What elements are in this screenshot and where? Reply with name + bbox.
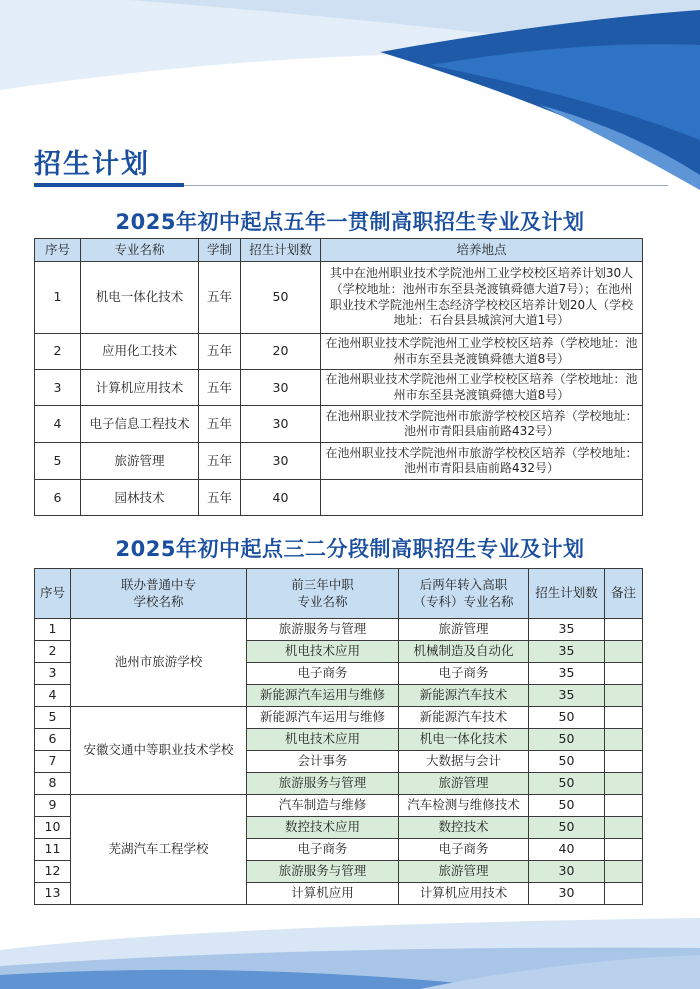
- row-no: 1: [35, 262, 81, 334]
- row-no: 6: [35, 480, 81, 516]
- header-line: （专科）专业名称: [413, 593, 514, 609]
- row-plan: 30: [241, 406, 321, 443]
- col-header-school: [71, 569, 247, 619]
- row-no: 4: [35, 406, 81, 443]
- row-post-major: 旅游管理: [399, 773, 529, 795]
- row-no: 9: [35, 795, 71, 817]
- col-header-pre-major: [247, 569, 399, 619]
- row-pre-major: 汽车制造与维修: [247, 795, 399, 817]
- row-no: 10: [35, 817, 71, 839]
- col-header-no: 序号: [35, 569, 71, 619]
- row-major: 电子信息工程技术: [81, 406, 199, 443]
- row-location: [321, 480, 643, 516]
- row-major: 旅游管理: [81, 443, 199, 480]
- col-header-note: 备注: [605, 569, 643, 619]
- three-two-plan-table: [34, 568, 643, 905]
- row-major: 计算机应用技术: [81, 370, 199, 406]
- row-pre-major: 机电技术应用: [247, 641, 399, 663]
- row-no: 6: [35, 729, 71, 751]
- col-header-post-major: [399, 569, 529, 619]
- row-pre-major: 计算机应用: [247, 883, 399, 905]
- row-major: 园林技术: [81, 480, 199, 516]
- row-post-major: 大数据与会计: [399, 751, 529, 773]
- row-note: [605, 795, 643, 817]
- row-note: [605, 773, 643, 795]
- row-years: 五年: [199, 334, 241, 370]
- title-divider: [184, 185, 668, 186]
- row-pre-major: 数控技术应用: [247, 817, 399, 839]
- row-plan: 30: [529, 883, 605, 905]
- title-underline: [34, 183, 184, 187]
- row-pre-major: 机电技术应用: [247, 729, 399, 751]
- row-no: 13: [35, 883, 71, 905]
- col-header-major: 专业名称: [81, 239, 199, 262]
- row-pre-major: 电子商务: [247, 663, 399, 685]
- row-pre-major: 旅游服务与管理: [247, 773, 399, 795]
- row-plan: 35: [529, 619, 605, 641]
- row-note: [605, 861, 643, 883]
- row-pre-major: 新能源汽车运用与维修: [247, 685, 399, 707]
- row-years: 五年: [199, 370, 241, 406]
- table-row: [35, 619, 643, 641]
- row-post-major: 旅游管理: [399, 619, 529, 641]
- header-line: 专业名称: [297, 593, 348, 609]
- col-header-no: 序号: [35, 239, 81, 262]
- row-post-major: 旅游管理: [399, 861, 529, 883]
- row-post-major: 数控技术: [399, 817, 529, 839]
- table-row: [35, 262, 643, 334]
- col-header-plan: 招生计划数: [529, 569, 605, 619]
- row-plan: 40: [241, 480, 321, 516]
- row-location: 在池州职业技术学院池州工业学校校区培养（学校地址：池州市东至县尧渡镇舜德大道8号）: [321, 334, 643, 370]
- five-year-plan-table: [34, 238, 643, 516]
- row-years: 五年: [199, 262, 241, 334]
- row-note: [605, 817, 643, 839]
- table-row: [35, 370, 643, 406]
- table2-title: 2025年初中起点三二分段制高职招生专业及计划: [115, 537, 585, 561]
- row-plan: 50: [529, 751, 605, 773]
- row-plan: 50: [529, 795, 605, 817]
- header-line: 学校名称: [133, 593, 184, 609]
- row-pre-major: 旅游服务与管理: [247, 619, 399, 641]
- row-location: 在池州职业技术学院池州市旅游学校校区培养（学校地址：池州市青阳县庙前路432号）: [321, 443, 643, 480]
- table-row: [35, 443, 643, 480]
- row-no: 5: [35, 707, 71, 729]
- row-no: 5: [35, 443, 81, 480]
- row-note: [605, 663, 643, 685]
- row-plan: 40: [529, 839, 605, 861]
- school-name: 芜湖汽车工程学校: [71, 795, 247, 905]
- row-plan: 50: [241, 262, 321, 334]
- row-post-major: 电子商务: [399, 839, 529, 861]
- col-header-plan: 招生计划数: [241, 239, 321, 262]
- row-no: 7: [35, 751, 71, 773]
- row-no: 2: [35, 334, 81, 370]
- row-note: [605, 839, 643, 861]
- row-major: 机电一体化技术: [81, 262, 199, 334]
- row-no: 1: [35, 619, 71, 641]
- table-row: [35, 480, 643, 516]
- row-pre-major: 电子商务: [247, 839, 399, 861]
- row-no: 12: [35, 861, 71, 883]
- col-header-location: 培养地点: [321, 239, 643, 262]
- row-plan: 50: [529, 773, 605, 795]
- row-post-major: 计算机应用技术: [399, 883, 529, 905]
- row-no: 8: [35, 773, 71, 795]
- row-plan: 30: [529, 861, 605, 883]
- row-plan: 35: [529, 663, 605, 685]
- row-plan: 35: [529, 641, 605, 663]
- row-post-major: 新能源汽车技术: [399, 707, 529, 729]
- row-plan: 30: [241, 443, 321, 480]
- row-years: 五年: [199, 443, 241, 480]
- row-no: 2: [35, 641, 71, 663]
- row-pre-major: 旅游服务与管理: [247, 861, 399, 883]
- row-no: 3: [35, 663, 71, 685]
- row-no: 4: [35, 685, 71, 707]
- row-note: [605, 707, 643, 729]
- row-no: 11: [35, 839, 71, 861]
- table-row: [35, 406, 643, 443]
- row-pre-major: 会计事务: [247, 751, 399, 773]
- table-row: [35, 795, 643, 817]
- row-plan: 30: [241, 370, 321, 406]
- school-name: 安徽交通中等职业技术学校: [71, 707, 247, 795]
- row-note: [605, 641, 643, 663]
- row-location: 其中在池州职业技术学院池州工业学校校区培养计划30人（学校地址：池州市东至县尧渡镇舜德大道7号）；在池州职业技术学院池州生态经济学校校区培养计划20人（学校地址：石台县县城滨河大道1号）: [321, 262, 643, 334]
- row-major: 应用化工技术: [81, 334, 199, 370]
- row-post-major: 电子商务: [399, 663, 529, 685]
- header-line: 前三年中职: [291, 577, 354, 593]
- row-plan: 50: [529, 729, 605, 751]
- school-name: 池州市旅游学校: [71, 619, 247, 707]
- row-plan: 35: [529, 685, 605, 707]
- row-note: [605, 729, 643, 751]
- row-note: [605, 751, 643, 773]
- page-title: 招生计划: [34, 149, 150, 180]
- row-plan: 50: [529, 707, 605, 729]
- row-post-major: 机电一体化技术: [399, 729, 529, 751]
- header-line: 联办普通中专: [120, 577, 196, 593]
- table1-title: 2025年初中起点五年一贯制高职招生专业及计划: [115, 210, 585, 234]
- row-years: 五年: [199, 406, 241, 443]
- row-pre-major: 新能源汽车运用与维修: [247, 707, 399, 729]
- row-post-major: 新能源汽车技术: [399, 685, 529, 707]
- row-note: [605, 685, 643, 707]
- row-plan: 50: [529, 817, 605, 839]
- row-no: 3: [35, 370, 81, 406]
- row-years: 五年: [199, 480, 241, 516]
- row-plan: 20: [241, 334, 321, 370]
- row-post-major: 机械制造及自动化: [399, 641, 529, 663]
- header-line: 后两年转入高职: [419, 577, 508, 593]
- col-header-years: 学制: [199, 239, 241, 262]
- row-note: [605, 883, 643, 905]
- row-location: 在池州职业技术学院池州市旅游学校校区培养（学校地址：池州市青阳县庙前路432号）: [321, 406, 643, 443]
- row-location: 在池州职业技术学院池州工业学校校区培养（学校地址：池州市东至县尧渡镇舜德大道8号）: [321, 370, 643, 406]
- table-row: [35, 707, 643, 729]
- row-post-major: 汽车检测与维修技术: [399, 795, 529, 817]
- table-row: [35, 334, 643, 370]
- row-note: [605, 619, 643, 641]
